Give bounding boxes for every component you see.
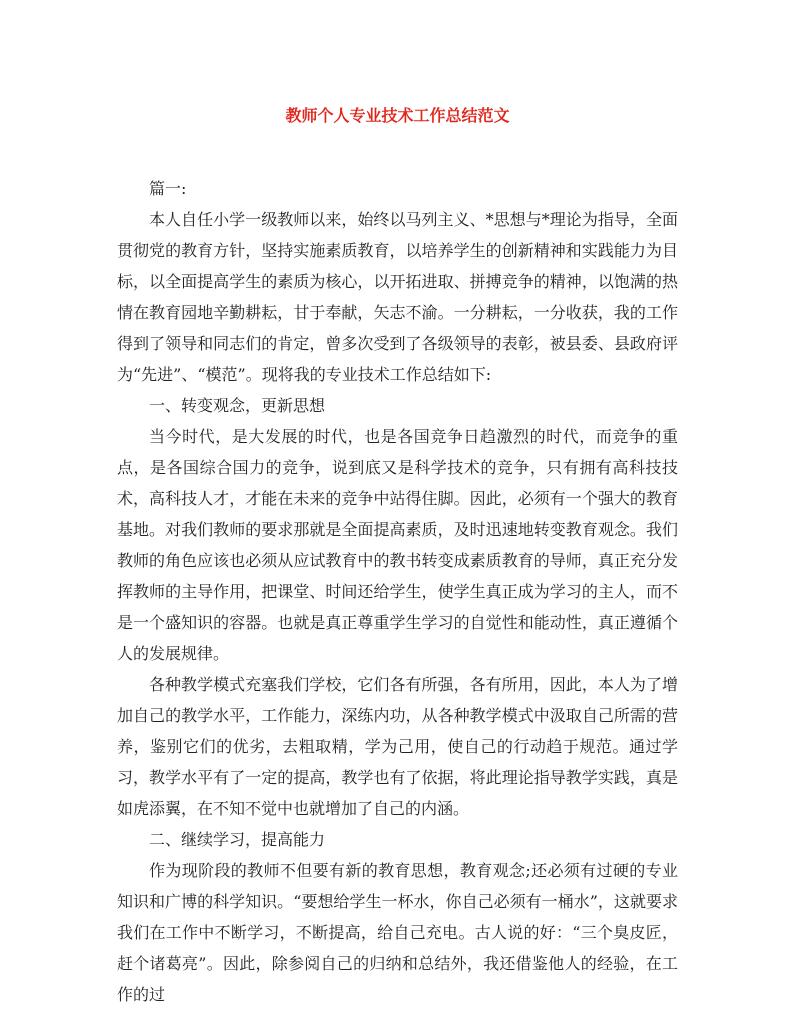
section-label: 篇一: [149, 179, 187, 198]
heading-continue-learning: 二、继续学习，提高能力 [149, 830, 326, 849]
paragraph-learning: 作为现阶段的教师不但要有新的教育思想，教育观念;还必须有过硬的专业知识和广博的科学知识。“要想给学生一杯水，你自己必须有一桶水”，这就要求我们在工作中不断学习，不断提高，给自己充电。古人说的好：“三个臭皮匠，赶个诸葛亮”。因此，除参阅自己的归纳和总结外，我还借鉴他人的经验，在工作的过 [117, 861, 678, 1004]
document-title: 教师个人专业技术工作总结范文 [285, 106, 510, 125]
paragraph-era: 当今时代，是大发展的时代，也是各国竞争日趋激烈的时代，而竞争的重点，是各国综合国力的竞争，说到底又是科学技术的竞争，只有拥有高科技技术，高科技人才，才能在未来的竞争中站得住脚。因此，必须有一个强大的教育基地。对我们教师的要求那就是全面提高素质，及时迅速地转变教育观念。我们教师的角色应该也必须从应试教育中的教书转变成素质教育的导师，真正充分发挥教师的主导作用，把课堂、时间还给学生，使学生真正成为学习的主人，而不是一个盛知识的容器。也就是真正尊重学生学习的自觉性和能动性，真正遵循个人的发展规律。 [117, 427, 678, 663]
paragraph-intro: 本人自任小学一级教师以来，始终以马列主义、*思想与*理论为指导，全面贯彻党的教育方针，坚持实施素质教育，以培养学生的创新精神和实践能力为目标，以全面提高学生的素质为核心，以开拓进取、拼搏竞争的精神，以饱满的热情在教育园地辛勤耕耘，甘于奉献，矢志不渝。一分耕耘，一分收获，我的工作得到了领导和同志们的肯定，曾多次受到了各级领导的表彰，被县委、县政府评为“先进”、“模范”。现将我的专业技术工作总结如下: [117, 210, 678, 384]
paragraph-teaching-models: 各种教学模式充塞我们学校，它们各有所强，各有所用，因此，本人为了增加自己的教学水平，工作能力，深练内功，从各种教学模式中汲取自己所需的营养，鉴别它们的优劣，去粗取精，学为己用，使自己的行动趋于规范。通过学习，教学水平有了一定的提高，教学也有了依据，将此理论指导教学实践，真是如虎添翼，在不知不觉中也就增加了自己的内涵。 [117, 675, 678, 818]
heading-change-concept: 一、转变观念，更新思想 [149, 396, 326, 415]
